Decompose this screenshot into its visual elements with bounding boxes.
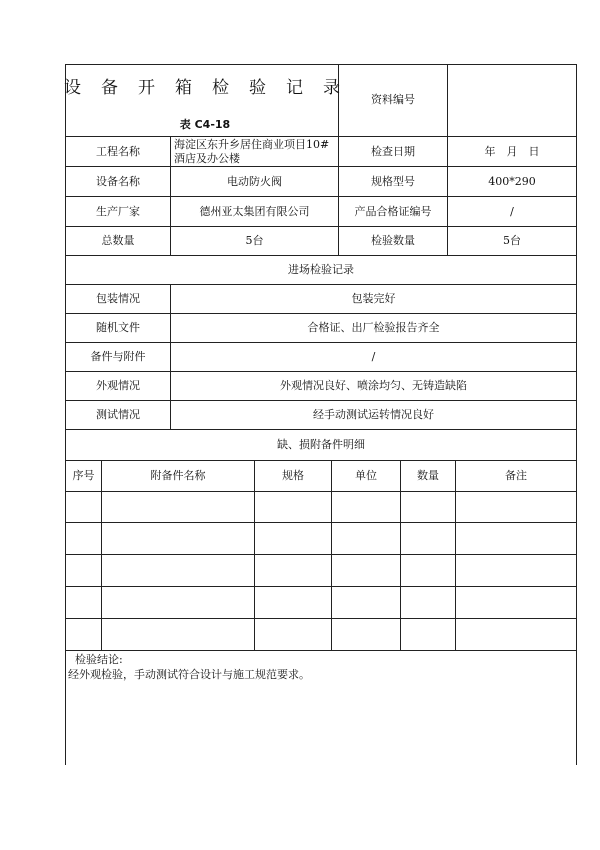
entry-row-label: 测试情况 [96,408,140,421]
col-header-part-name: 附备件名称 [150,469,206,482]
col-header-remarks: 备注 [505,469,527,482]
certificate-no-label: 产品合格证编号 [354,204,432,218]
title-char: 录 [323,78,340,98]
inspection-quantity-value: 5台 [503,234,521,247]
title-char: 验 [249,78,266,98]
manufacturer-value: 德州亚太集团有限公司 [199,204,310,218]
col-header-quantity: 数量 [417,469,439,482]
inspection-date-label: 检查日期 [371,144,415,158]
model-label: 规格型号 [371,174,415,188]
project-name-value: 海淀区东升乡居住商业项目10#酒店及办公楼 [174,137,330,165]
entry-row-label: 外观情况 [96,379,140,392]
conclusion-label: 检验结论: [75,652,123,666]
total-quantity-value: 5台 [245,234,264,247]
doc-no-value[interactable] [448,64,576,136]
col-header-spec: 规格 [282,469,304,482]
table-row[interactable] [66,523,576,554]
title-char: 设 [64,78,81,98]
entry-row-value: 包装完好 [351,292,396,305]
entry-inspection-title: 进场检验记录 [288,263,354,276]
entry-row-value: / [371,350,376,363]
model-value: 400*290 [488,174,536,188]
entry-row-label: 包装情况 [96,292,140,305]
title-char: 记 [286,78,303,98]
conclusion-text: 经外观检验，手动测试符合设计与施工规范要求。 [68,667,310,681]
table-row[interactable] [66,587,576,618]
defect-detail-title: 缺、损附备件明细 [277,438,365,451]
table-row[interactable] [66,555,576,586]
title-char: 备 [101,78,118,98]
title-char: 检 [212,78,229,98]
entry-row-value: 经手动测试运转情况良好 [313,408,434,421]
certificate-no-value: / [510,204,514,218]
total-quantity-label: 总数量 [101,234,135,247]
table-row[interactable] [66,619,576,650]
table-row[interactable] [66,492,576,522]
title-char: 开 [138,78,155,98]
inspection-quantity-label: 检验数量 [371,234,415,247]
doc-no-label: 资料编号 [371,93,415,106]
entry-row-value: 合格证、出厂检验报告齐全 [307,321,440,334]
col-header-seq: 序号 [72,469,95,482]
row-divider [65,650,576,651]
manufacturer-label: 生产厂家 [96,204,140,218]
form-code: 表 C4-18 [179,118,231,131]
equipment-name-value: 电动防火阀 [227,174,282,188]
entry-row-label: 备件与附件 [90,350,146,363]
col-header-unit: 单位 [355,469,377,482]
entry-row-value: 外观情况良好、喷涂均匀、无铸造缺陷 [280,379,467,392]
border-right [576,64,577,765]
title-char: 箱 [175,78,192,98]
equipment-name-label: 设备名称 [96,174,140,188]
form-title [66,74,338,102]
project-name-label: 工程名称 [96,144,140,158]
entry-row-label: 随机文件 [96,321,140,334]
inspection-date-value[interactable]: 年 月 日 [484,144,540,158]
